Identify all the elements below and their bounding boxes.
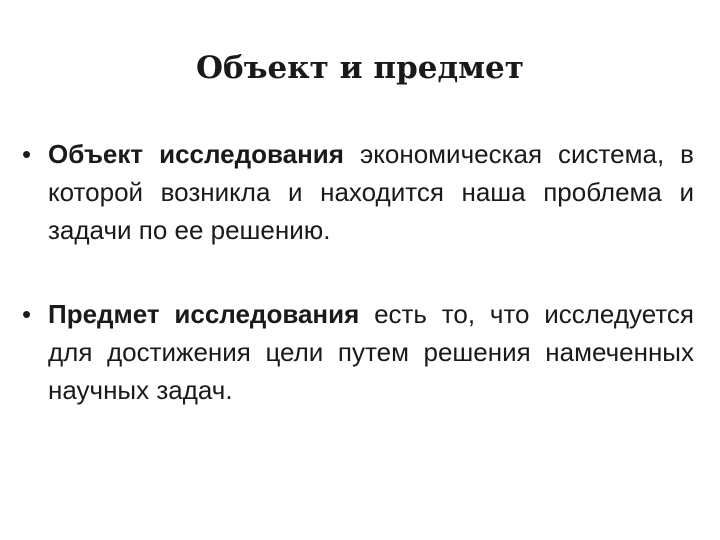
bullet-term: Объект исследования xyxy=(48,139,360,169)
bullet-term: Предмет исследования xyxy=(48,299,375,329)
bullet-item-object xyxy=(22,135,694,249)
bullet-list xyxy=(22,135,694,409)
bullet-text: есть то, что исследуется для достижения цели путем решения намеченных научных задач. xyxy=(48,299,694,405)
bullet-marker: • xyxy=(22,139,32,169)
slide-title: Объект и предмет xyxy=(196,50,524,86)
bullet-text: экономическая система, в которой возникла и находится наша проблема и задачи по ее решению. xyxy=(48,139,694,245)
bullet-item-subject xyxy=(22,295,694,409)
bullet-marker: • xyxy=(22,299,32,329)
